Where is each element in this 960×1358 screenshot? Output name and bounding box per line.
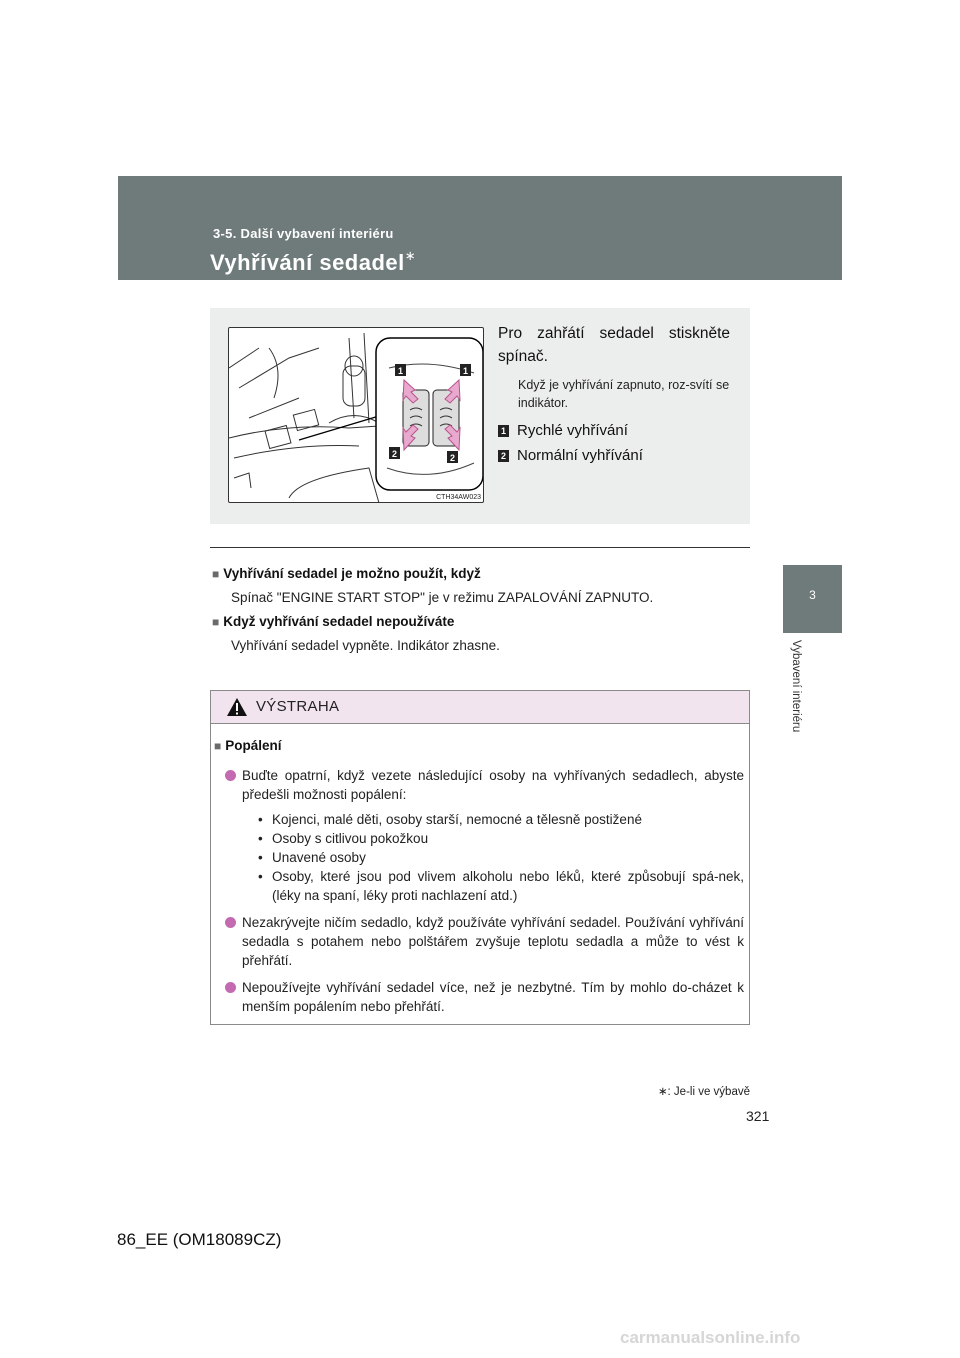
- info-body: Spínač "ENGINE START STOP" je v režimu ZAPALOVÁNÍ ZAPNUTO.: [231, 590, 654, 605]
- square-bullet-icon: ■: [212, 567, 220, 581]
- page-number: 321: [746, 1108, 770, 1124]
- callout-1-left: 1: [397, 366, 404, 376]
- watermark: carmanualsonline.info: [620, 1328, 801, 1347]
- legend-item: [498, 422, 730, 439]
- instruction-text: Pro zahřátí sedadel stiskněte spínač.: [498, 325, 730, 365]
- warning-triangle-icon: [226, 697, 248, 722]
- chapter-label-wrap: [790, 640, 820, 760]
- warning-sublist: [214, 810, 744, 905]
- divider: [210, 547, 750, 548]
- console-drawing: [229, 328, 484, 503]
- legend-number: 1: [498, 425, 509, 437]
- bullet-dot-icon: [225, 917, 236, 928]
- info-block: [212, 566, 752, 653]
- bullet-dot-icon: [225, 982, 236, 993]
- warning-item-text: Buďte opatrní, když vezete následující osoby na vyhřívaných sedadlech, abyste předešli možnosti popálení:: [242, 768, 744, 802]
- document-code: 86_EE (OM18089CZ): [117, 1230, 282, 1249]
- title-asterisk: ∗: [404, 248, 417, 263]
- info-heading-text: Vyhřívání sedadel je možno použít, když: [223, 566, 481, 581]
- warning-item-text: Nezakrývejte ničím sedadlo, když používáte vyhřívání sedadel. Používání vyhřívání sedadla s potahem nebo polštářem zvyšuje teplotu sedadla a může to vést k přehřátí.: [242, 915, 744, 968]
- info-heading: [212, 566, 752, 581]
- warning-item-text: Nepoužívejte vyhřívání sedadel více, než je nezbytné. Tím by mohlo do-cházet k menším popálením nebo přehřátí.: [242, 980, 744, 1014]
- sublist-item: • Kojenci, malé děti, osoby starší, nemocné a tělesně postižené: [258, 810, 744, 829]
- bullet-dot-icon: [225, 770, 236, 781]
- page-title-text: Vyhřívání sedadel: [210, 250, 405, 275]
- callout-2-left: 2: [391, 449, 398, 459]
- illustration-text: [498, 322, 730, 464]
- warning-item: [214, 766, 744, 804]
- indicator-note: Když je vyhřívání zapnuto, roz-svítí se indikátor.: [518, 378, 730, 410]
- info-heading: [212, 614, 752, 629]
- square-bullet-icon: ■: [212, 615, 220, 629]
- legend-label: Normální vyhřívání: [517, 447, 643, 464]
- page-title: [210, 250, 416, 276]
- footnote: ∗: Je-li ve výbavě: [657, 1086, 750, 1098]
- sublist-item: • Osoby s citlivou pokožkou: [258, 829, 744, 848]
- square-bullet-icon: ■: [214, 739, 222, 753]
- info-heading-text: Když vyhřívání sedadel nepoužíváte: [223, 614, 455, 629]
- callout-1-right: 1: [462, 366, 469, 376]
- info-body: Vyhřívání sedadel vypněte. Indikátor zhasne.: [231, 638, 500, 653]
- warning-heading: [214, 736, 744, 756]
- legend-number: 2: [498, 450, 509, 462]
- image-code: CTH34AW023: [436, 494, 481, 501]
- sublist-item: • Osoby, které jsou pod vlivem alkoholu nebo léků, které způsobují spá-nek, (léky na spaní, léky proti nachlazení atd.): [258, 867, 744, 905]
- warning-item: [214, 913, 744, 970]
- chapter-label: Vybavení interiéru: [790, 640, 802, 733]
- warning-title: VÝSTRAHA: [256, 698, 340, 715]
- warning-heading-text: Popálení: [225, 738, 282, 753]
- legend-label: Rychlé vyhřívání: [517, 422, 628, 439]
- callout-2-right: 2: [449, 453, 456, 463]
- seat-heater-illustration: [228, 327, 484, 503]
- warning-content: [214, 736, 744, 1016]
- legend-item: [498, 447, 730, 464]
- warning-item: [214, 978, 744, 1016]
- chapter-number: 3: [809, 588, 816, 602]
- section-label: 3-5. Další vybavení interiéru: [213, 226, 394, 241]
- sublist-item: • Unavené osoby: [258, 848, 744, 867]
